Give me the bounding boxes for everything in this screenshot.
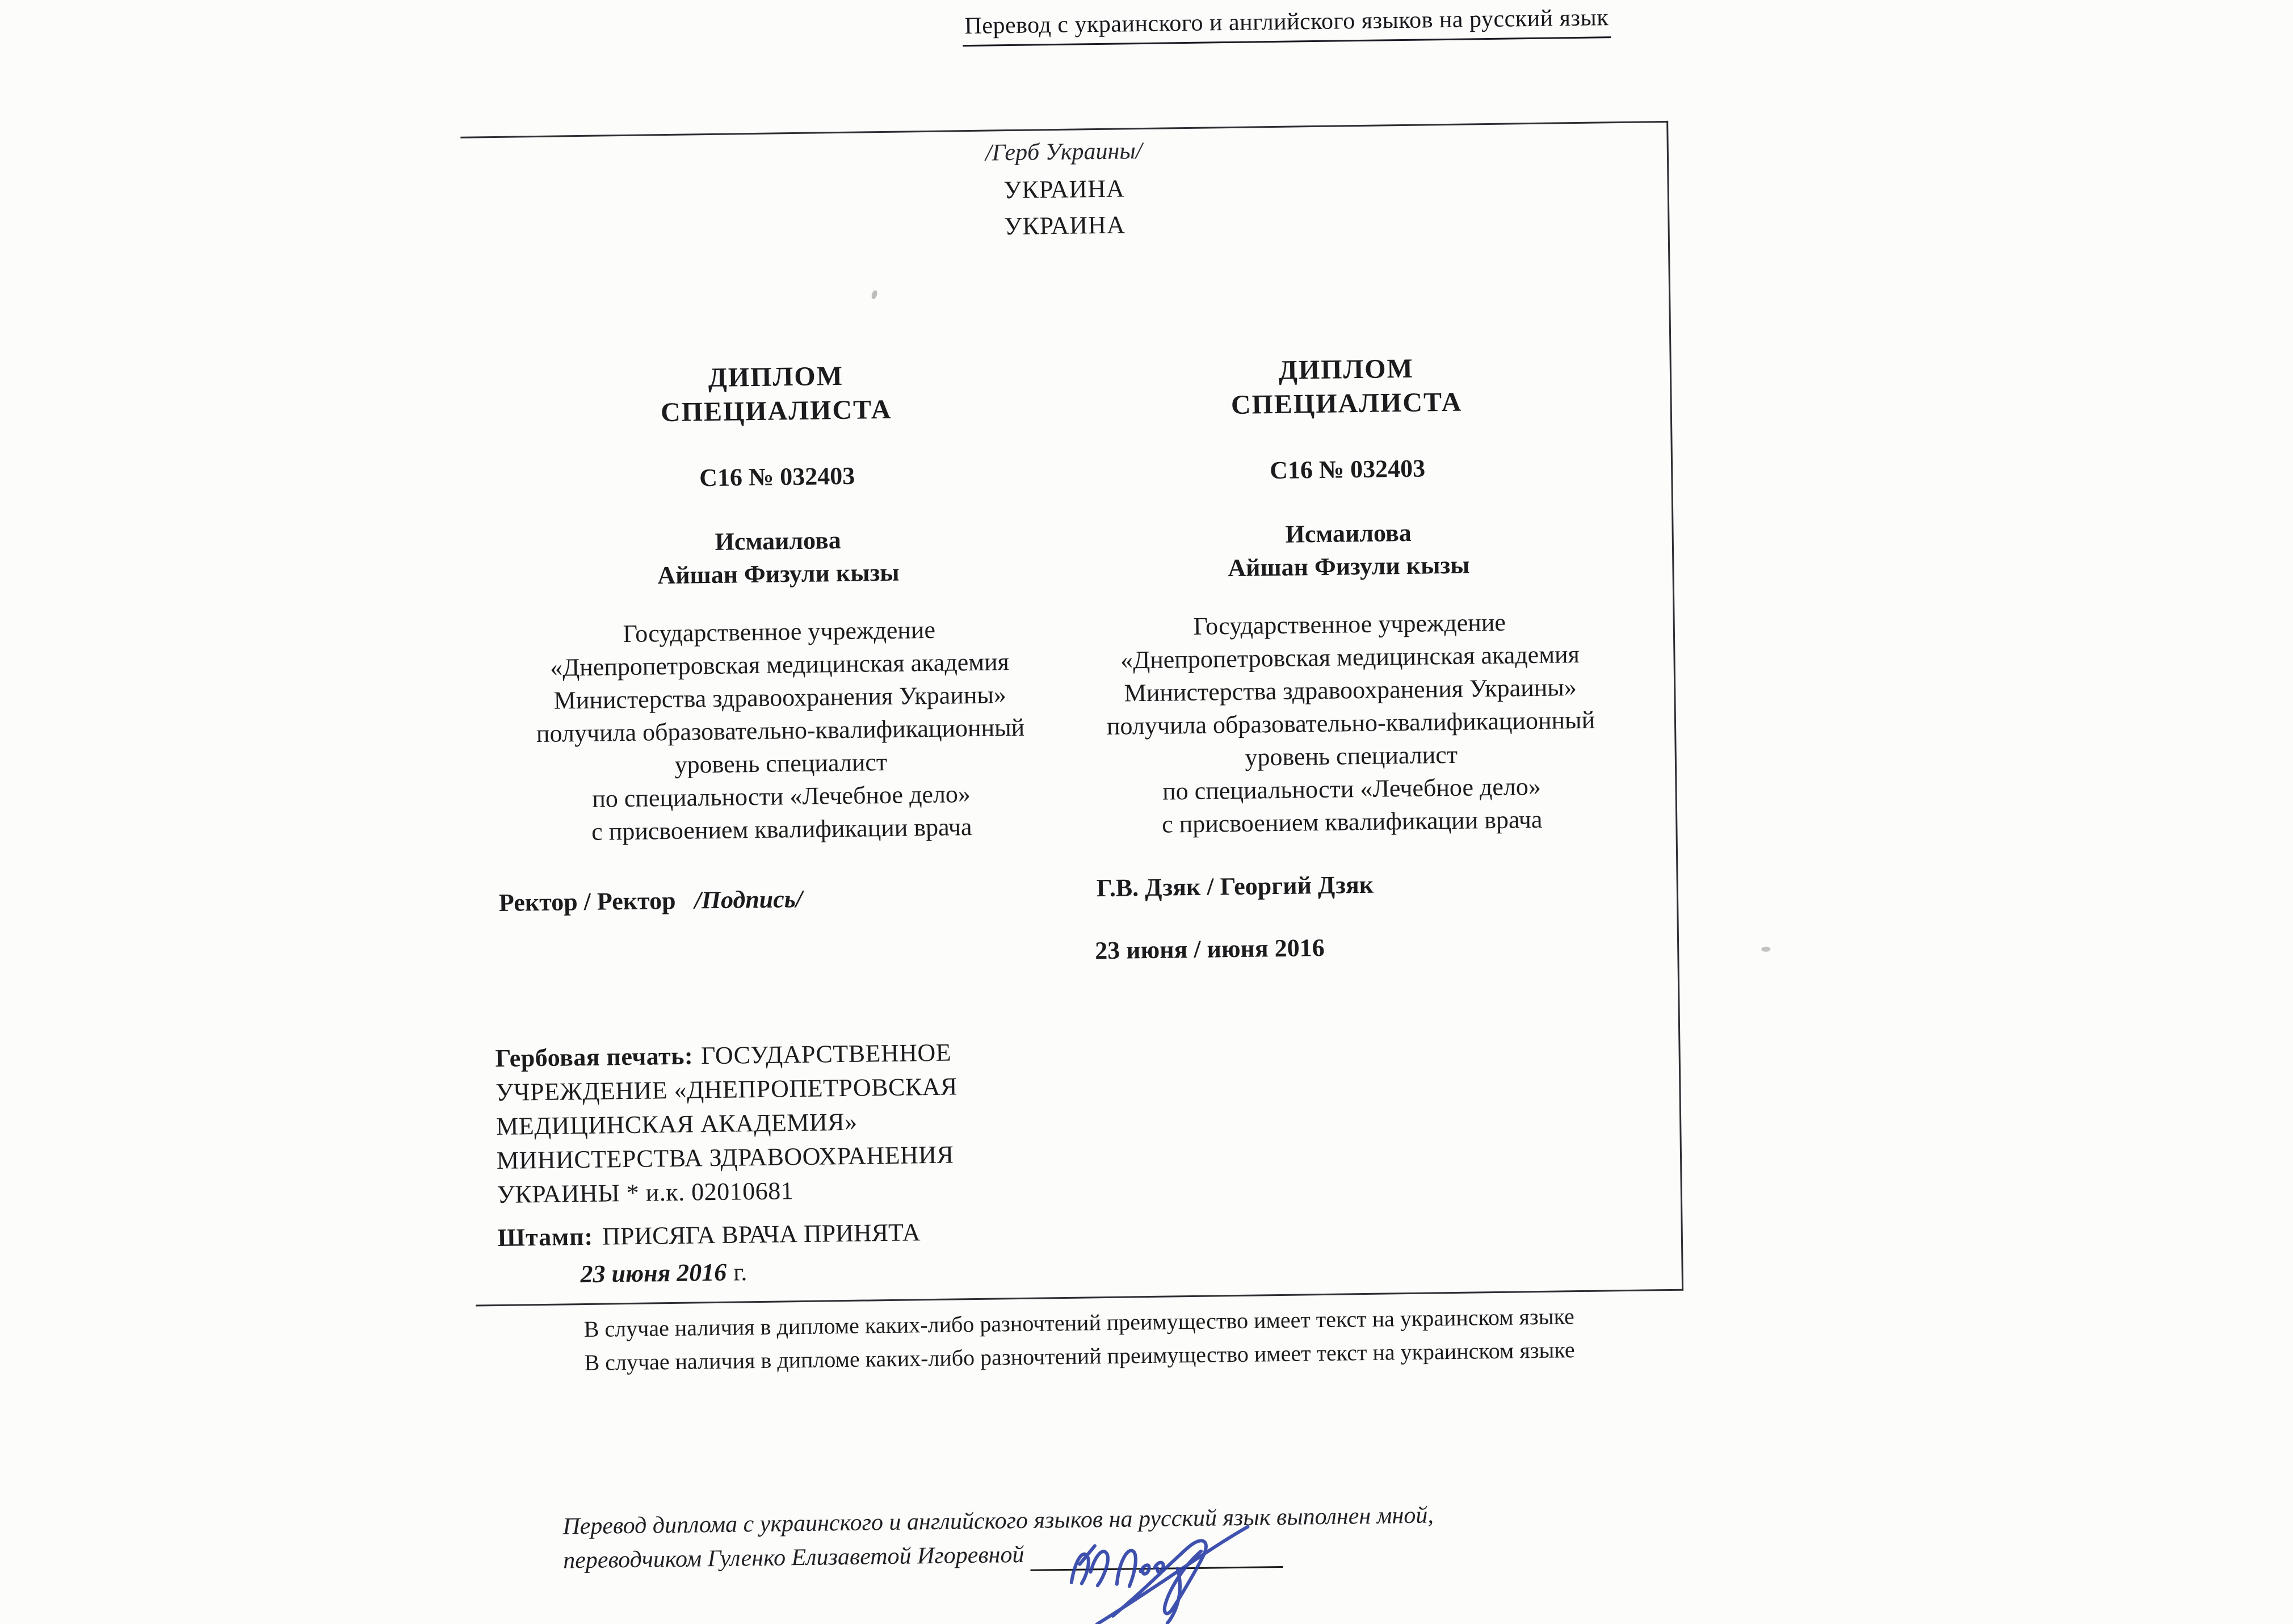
body-right-line: по специальности «Лечебное дело»	[1162, 772, 1542, 805]
body-left-line: Министерства здравоохранения Украины»	[553, 681, 1007, 715]
discrepancy-disclaimer	[476, 1302, 1683, 1378]
holder-given-name-left: Айшан Физули кызы	[657, 558, 900, 590]
disclaimer-line-1: В случае наличия в дипломе каких-либо разночтений преимущество имеет текст на украинском языке	[583, 1303, 1575, 1342]
diploma-title-right-line2: СПЕЦИАЛИСТА	[1231, 387, 1463, 420]
body-left-line: уровень специалист	[674, 748, 888, 779]
holder-given-name-right: Айшан Физули кызы	[1227, 551, 1470, 582]
coat-of-arms-note: /Герб Украины/	[985, 138, 1143, 166]
seal-label: Гербовая печать:	[495, 1042, 694, 1073]
diploma-title-left-line1: ДИПЛОМ	[708, 360, 844, 393]
stamp-transcription	[497, 1214, 1236, 1252]
rector-line-left	[482, 880, 1101, 917]
translator-signature	[1060, 1513, 1278, 1624]
rector-name-right: Г.В. Дзяк / Георгий Дзяк	[1096, 870, 1374, 903]
body-right-line: уровень специалист	[1245, 740, 1458, 771]
rector-label: Ректор / Ректор	[498, 886, 676, 917]
body-right-line: Государственное учреждение	[1193, 608, 1506, 640]
rector-signature-note: /Подпись/	[694, 884, 803, 914]
seal-line-3: МЕДИЦИНСКАЯ АКАДЕМИЯ»	[495, 1107, 858, 1141]
stamp-date: 23 июня 2016	[580, 1258, 727, 1289]
body-right-line: с присвоением квалификации врача	[1161, 805, 1543, 838]
body-right-line: Министерства здравоохранения Украины»	[1124, 673, 1577, 707]
diploma-body-right	[1048, 604, 1653, 842]
translator-statement-line-1: Перевод диплома с украинского и английского языков на русский язык выполнен мной,	[562, 1502, 1434, 1540]
body-right-line: получила образовательно-квалификационный	[1106, 706, 1595, 740]
diploma-frame	[460, 121, 1683, 1307]
diploma-title-left-line2: СПЕЦИАЛИСТА	[660, 394, 892, 428]
holder-surname-right: Исмаилова	[1285, 518, 1412, 548]
diploma-number-right: С16 № 032403	[1269, 454, 1426, 485]
diploma-title-right-line1: ДИПЛОМ	[1278, 353, 1414, 385]
translation-direction-header	[909, 3, 1665, 47]
holder-surname-left: Исмаилова	[715, 526, 842, 556]
diploma-number-left: С16 № 032403	[699, 461, 855, 492]
diploma-title-left	[475, 356, 1077, 433]
stamp-date-line	[580, 1257, 747, 1289]
body-left-line: «Днепропетровская медицинская академия	[549, 648, 1010, 682]
body-left-line: получила образовательно-квалификационный	[536, 713, 1025, 748]
country-name-line-1: УКРАИНА	[1003, 174, 1125, 204]
stamp-text: ПРИСЯГА ВРАЧА ПРИНЯТА	[602, 1218, 921, 1250]
seal-line-2: УЧРЕЖДЕНИЕ «ДНЕПРОПЕТРОВСКАЯ	[495, 1072, 958, 1107]
issue-date-right: 23 июня / июня 2016	[1094, 933, 1325, 965]
diploma-body-left	[478, 612, 1082, 850]
scan-speck	[1761, 947, 1770, 952]
seal-transcription	[495, 1032, 1224, 1212]
translation-direction-text: Перевод с украинского и английского языков на русский язык	[962, 4, 1611, 47]
translator-statement-line-2: переводчиком Гуленко Елизаветой Игоревной	[562, 1541, 1024, 1574]
body-right-line: «Днепропетровская медицинская академия	[1120, 640, 1580, 674]
holder-name-left	[477, 521, 1079, 595]
disclaimer-line-2: В случае наличия в дипломе каких-либо разночтений преимущество имеет текст на украинском языке	[584, 1337, 1575, 1376]
diploma-title-right	[1045, 349, 1647, 425]
seal-line-4: МИНИСТЕРСТВА ЗДРАВООХРАНЕНИЯ	[496, 1140, 954, 1175]
holder-name-right	[1047, 513, 1649, 587]
country-name-line-2: УКРАИНА	[1003, 211, 1125, 241]
seal-line-5: УКРАИНЫ * и.к. 02010681	[497, 1177, 794, 1209]
stamp-date-suffix: г.	[733, 1258, 747, 1286]
body-left-line: по специальности «Лечебное дело»	[591, 780, 971, 813]
stamp-label: Штамп:	[497, 1222, 594, 1252]
seal-text-1: ГОСУДАРСТВЕННОЕ	[700, 1038, 952, 1070]
body-left-line: с присвоением квалификации врача	[591, 813, 972, 846]
body-left-line: Государственное учреждение	[623, 615, 936, 648]
